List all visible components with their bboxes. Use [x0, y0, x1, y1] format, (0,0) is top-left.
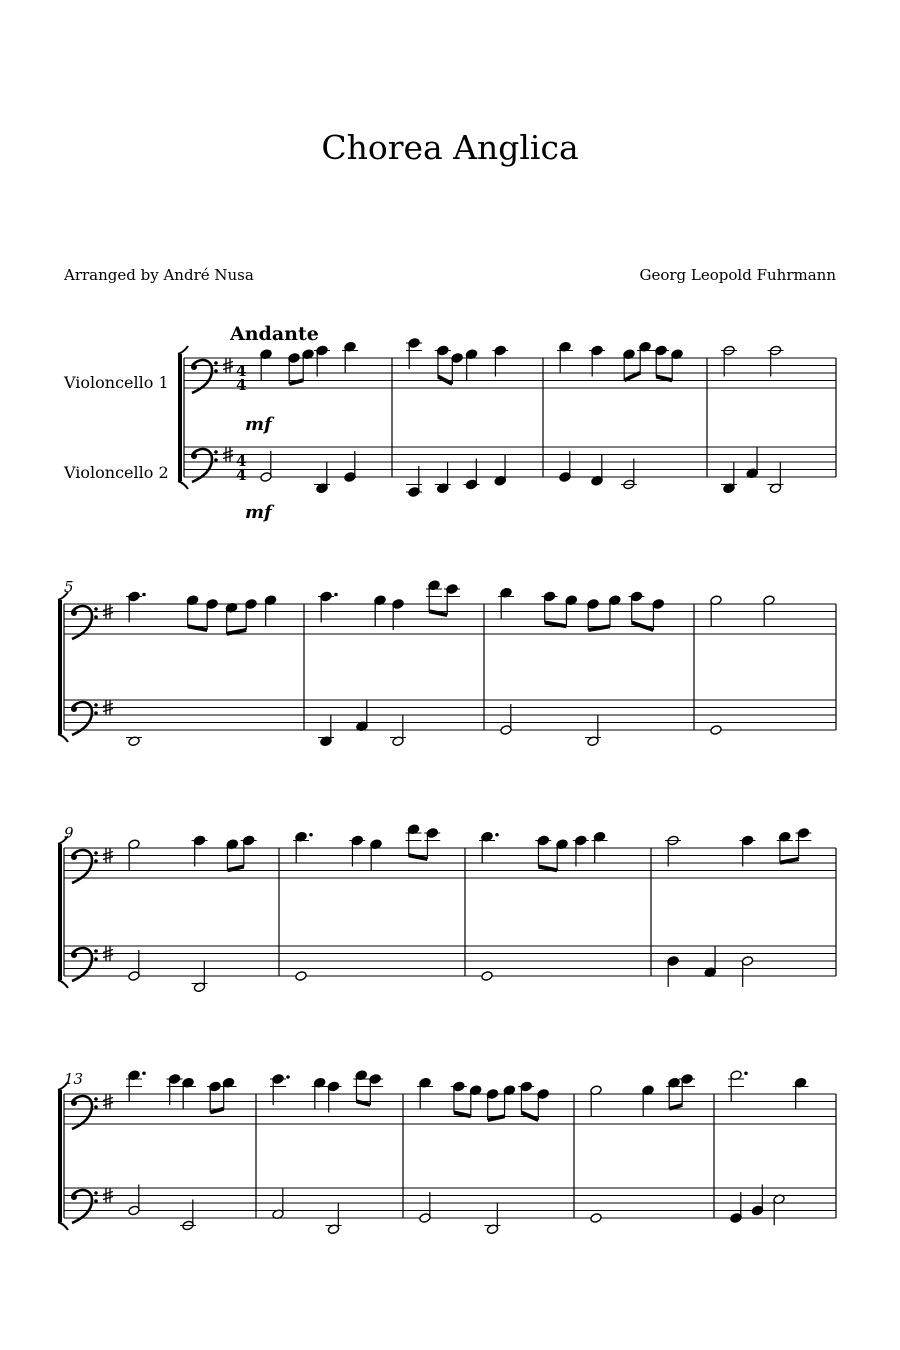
dot-icon	[744, 1071, 748, 1075]
bass-clef-icon	[191, 453, 197, 459]
dot-icon	[495, 833, 499, 837]
bass-clef-icon	[71, 854, 77, 860]
measure-number: 13	[64, 1070, 84, 1088]
bass-clef-dot-icon	[94, 851, 98, 855]
bass-clef-dot-icon	[94, 859, 98, 863]
bass-clef-icon	[71, 1100, 77, 1106]
bass-clef-dot-icon	[94, 615, 98, 619]
page-title: Chorea Anglica	[321, 128, 579, 167]
bass-clef-icon	[71, 706, 77, 712]
dot-icon	[309, 833, 313, 837]
beam	[669, 1105, 682, 1109]
beam	[780, 859, 799, 863]
bass-clef-dot-icon	[94, 949, 98, 953]
bass-clef-dot-icon	[214, 450, 218, 454]
bass-clef-dot-icon	[94, 1199, 98, 1203]
beam	[656, 377, 672, 381]
notehead	[590, 1213, 602, 1224]
bass-clef-dot-icon	[214, 361, 218, 365]
beam	[545, 623, 567, 627]
bass-clef-dot-icon	[214, 369, 218, 373]
time-signature-bottom: 4	[236, 466, 247, 484]
bass-clef-icon	[191, 364, 197, 370]
notehead	[481, 971, 493, 982]
dynamic-mf-2: mf	[245, 502, 272, 523]
notehead	[710, 725, 722, 736]
composer-credit: Georg Leopold Fuhrmann	[639, 266, 836, 284]
measure-number: 5	[64, 578, 74, 596]
time-signature-bottom: 4	[236, 376, 247, 394]
bass-clef-dot-icon	[94, 1097, 98, 1101]
bass-clef-icon	[71, 610, 77, 616]
time-signature-top: 4	[236, 362, 247, 380]
notation-layer	[58, 338, 836, 1235]
tempo-marking: Andante	[230, 323, 319, 345]
beam	[538, 867, 557, 871]
dot-icon	[334, 593, 338, 597]
dynamic-mf-1: mf	[245, 414, 272, 435]
dot-icon	[142, 593, 146, 597]
bass-clef-dot-icon	[94, 607, 98, 611]
instrument-name-2: Violoncello 2	[64, 463, 169, 482]
bass-clef-dot-icon	[94, 703, 98, 707]
bass-clef-dot-icon	[94, 711, 98, 715]
bass-clef-icon	[71, 1194, 77, 1200]
dot-icon	[142, 1071, 146, 1075]
time-signature-top: 4	[236, 452, 247, 470]
instrument-name-1: Violoncello 1	[64, 373, 169, 392]
measure-number: 9	[64, 824, 74, 842]
beam	[454, 1113, 471, 1117]
beam	[624, 373, 640, 381]
notehead	[295, 971, 307, 982]
beam	[227, 867, 243, 871]
bass-clef-dot-icon	[94, 1105, 98, 1109]
arranger-credit: Arranged by André Nusa	[64, 266, 254, 284]
dot-icon	[286, 1075, 290, 1079]
bass-clef-dot-icon	[214, 458, 218, 462]
bass-clef-dot-icon	[94, 1191, 98, 1195]
bass-clef-dot-icon	[94, 957, 98, 961]
beam	[227, 630, 247, 634]
bass-clef-icon	[71, 952, 77, 958]
